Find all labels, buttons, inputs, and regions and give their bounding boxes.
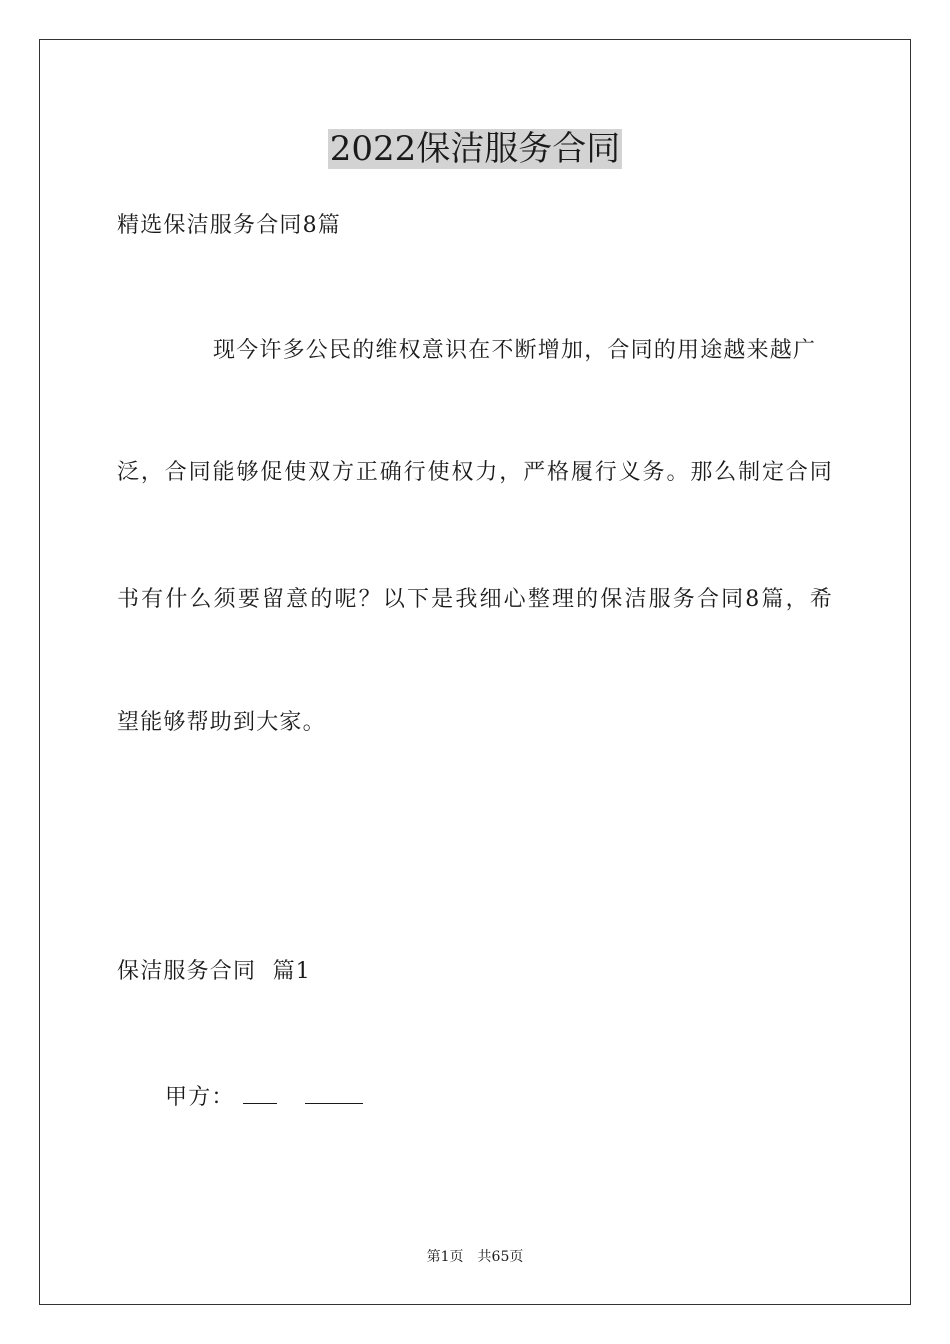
- party-a-blank-2: [305, 1081, 363, 1104]
- page-footer: [0, 1247, 950, 1267]
- party-a-label: 甲方：: [165, 1085, 235, 1110]
- intro-line-3: 书有什么须要留意的呢？以下是我细心整理的保洁服务合同8篇，希: [117, 587, 833, 612]
- intro-line-2: 泛，合同能够促使双方正确行使权力，严格履行义务。那么制定合同: [117, 460, 833, 485]
- intro-line-4: 望能够帮助到大家。: [117, 710, 326, 735]
- page-number-current: 第1页: [426, 1249, 464, 1265]
- party-a-blank-1: [243, 1081, 277, 1104]
- section-heading: 保洁服务合同 篇1: [117, 959, 311, 984]
- intro-line-1: 现今许多公民的维权意识在不断增加，合同的用途越来越广: [213, 338, 817, 363]
- document-title-text: 2022保洁服务合同: [329, 129, 621, 169]
- document-title: [0, 128, 950, 170]
- page-number-total: 共65页: [477, 1249, 524, 1265]
- party-a-row: [165, 1081, 363, 1113]
- document-subtitle: 精选保洁服务合同8篇: [117, 213, 341, 238]
